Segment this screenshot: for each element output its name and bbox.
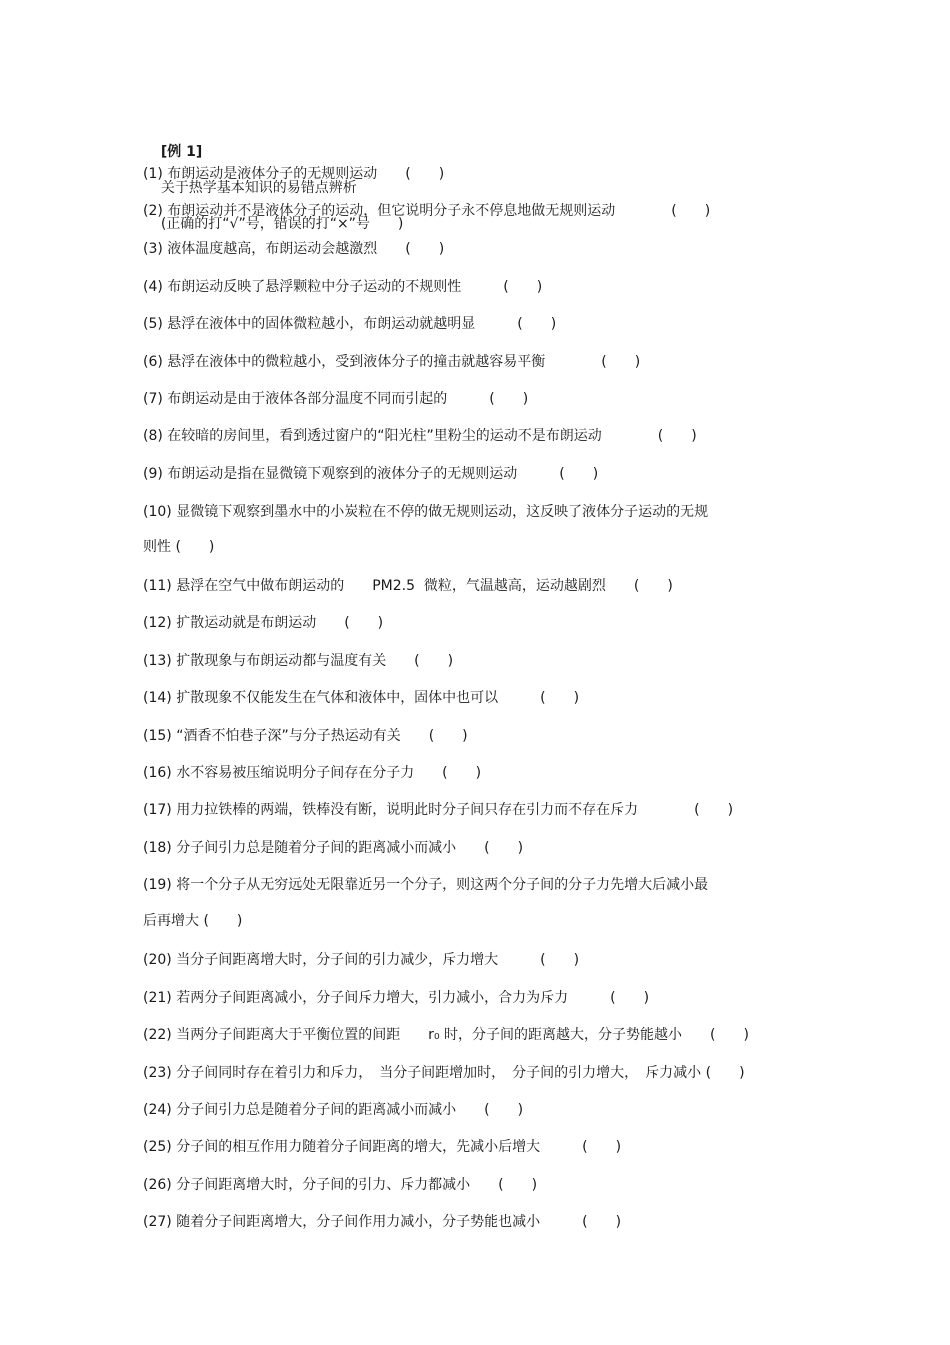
item-line: (12) 扩散运动就是布朗运动 ( ) <box>143 615 384 631</box>
item-line: (26) 分子间距离增大时，分子间的引力、斥力都减小 ( ) <box>143 1177 538 1193</box>
item-line: (9) 布朗运动是指在显微镜下观察到的液体分子的无规则运动 ( ) <box>143 466 599 482</box>
item-line: (16) 水不容易被压缩说明分子间存在分子力 ( ) <box>143 765 482 781</box>
example-tag: [例 1] <box>160 144 203 160</box>
item-line: (1) 布朗运动是液体分子的无规则运动 ( ) <box>143 166 445 182</box>
item-line: (10) 显微镜下观察到墨水中的小炭粒在不停的做无规则运动，这反映了液体分子运动的无规 <box>143 504 709 520</box>
item-line: (21) 若两分子间距离减小，分子间斥力增大，引力减小，合力为斥力 ( ) <box>143 990 650 1006</box>
example-instruction: (正确的打“√”号，错误的打“×”号 ) <box>160 216 404 232</box>
item-line: (27) 随着分子间距离增大，分子间作用力减小，分子势能也减小 ( ) <box>143 1214 622 1230</box>
item-line: (5) 悬浮在液体中的固体微粒越小，布朗运动就越明显 ( ) <box>143 316 557 332</box>
item-line: (14) 扩散现象不仅能发生在气体和液体中，固体中也可以 ( ) <box>143 690 580 706</box>
item-line: (3) 液体温度越高，布朗运动会越激烈 ( ) <box>143 241 445 257</box>
item-line: (24) 分子间引力总是随着分子间的距离减小而减小 ( ) <box>143 1102 524 1118</box>
item-line: (2) 布朗运动并不是液体分子的运动，但它说明分子永不停息地做无规则运动 ( ) <box>143 203 711 219</box>
item-line: (18) 分子间引力总是随着分子间的距离减小而减小 ( ) <box>143 840 524 856</box>
item-line: (25) 分子间的相互作用力随着分子间距离的增大，先减小后增大 ( ) <box>143 1139 622 1155</box>
item-line: 后再增大 ( ) <box>143 913 243 929</box>
item-line: (19) 将一个分子从无穷远处无限靠近另一个分子，则这两个分子间的分子力先增大后减小最 <box>143 877 709 893</box>
item-line: (13) 扩散现象与布朗运动都与温度有关 ( ) <box>143 653 454 669</box>
example-heading: 关于热学基本知识的易错点辨析 <box>160 180 357 196</box>
item-line: (15) “酒香不怕巷子深”与分子热运动有关 ( ) <box>143 728 468 744</box>
item-line: (4) 布朗运动反映了悬浮颗粒中分子运动的不规则性 ( ) <box>143 279 543 295</box>
item-line: (8) 在较暗的房间里，看到透过窗户的“阳光柱”里粉尘的运动不是布朗运动 ( ) <box>143 428 697 444</box>
item-line: (17) 用力拉铁棒的两端，铁棒没有断，说明此时分子间只存在引力而不存在斥力 ( ) <box>143 802 734 818</box>
item-line: (22) 当两分子间距离大于平衡位置的间距 r₀ 时，分子间的距离越大，分子势能越小 ( ) <box>143 1027 749 1043</box>
item-line: (11) 悬浮在空气中做布朗运动的 PM2.5 微粒，气温越高，运动越剧烈 ( ) <box>143 578 673 594</box>
item-line: (23) 分子间同时存在着引力和斥力， 当分子间距增加时， 分子间的引力增大， 斥力减小 ( ) <box>143 1065 745 1081</box>
item-line: (6) 悬浮在液体中的微粒越小，受到液体分子的撞击就越容易平衡 ( ) <box>143 354 641 370</box>
item-line: (20) 当分子间距离增大时，分子间的引力减少，斥力增大 ( ) <box>143 952 580 968</box>
example-title <box>143 125 930 251</box>
item-line: 则性 ( ) <box>143 539 215 555</box>
item-line: (7) 布朗运动是由于液体各部分温度不同而引起的 ( ) <box>143 391 529 407</box>
